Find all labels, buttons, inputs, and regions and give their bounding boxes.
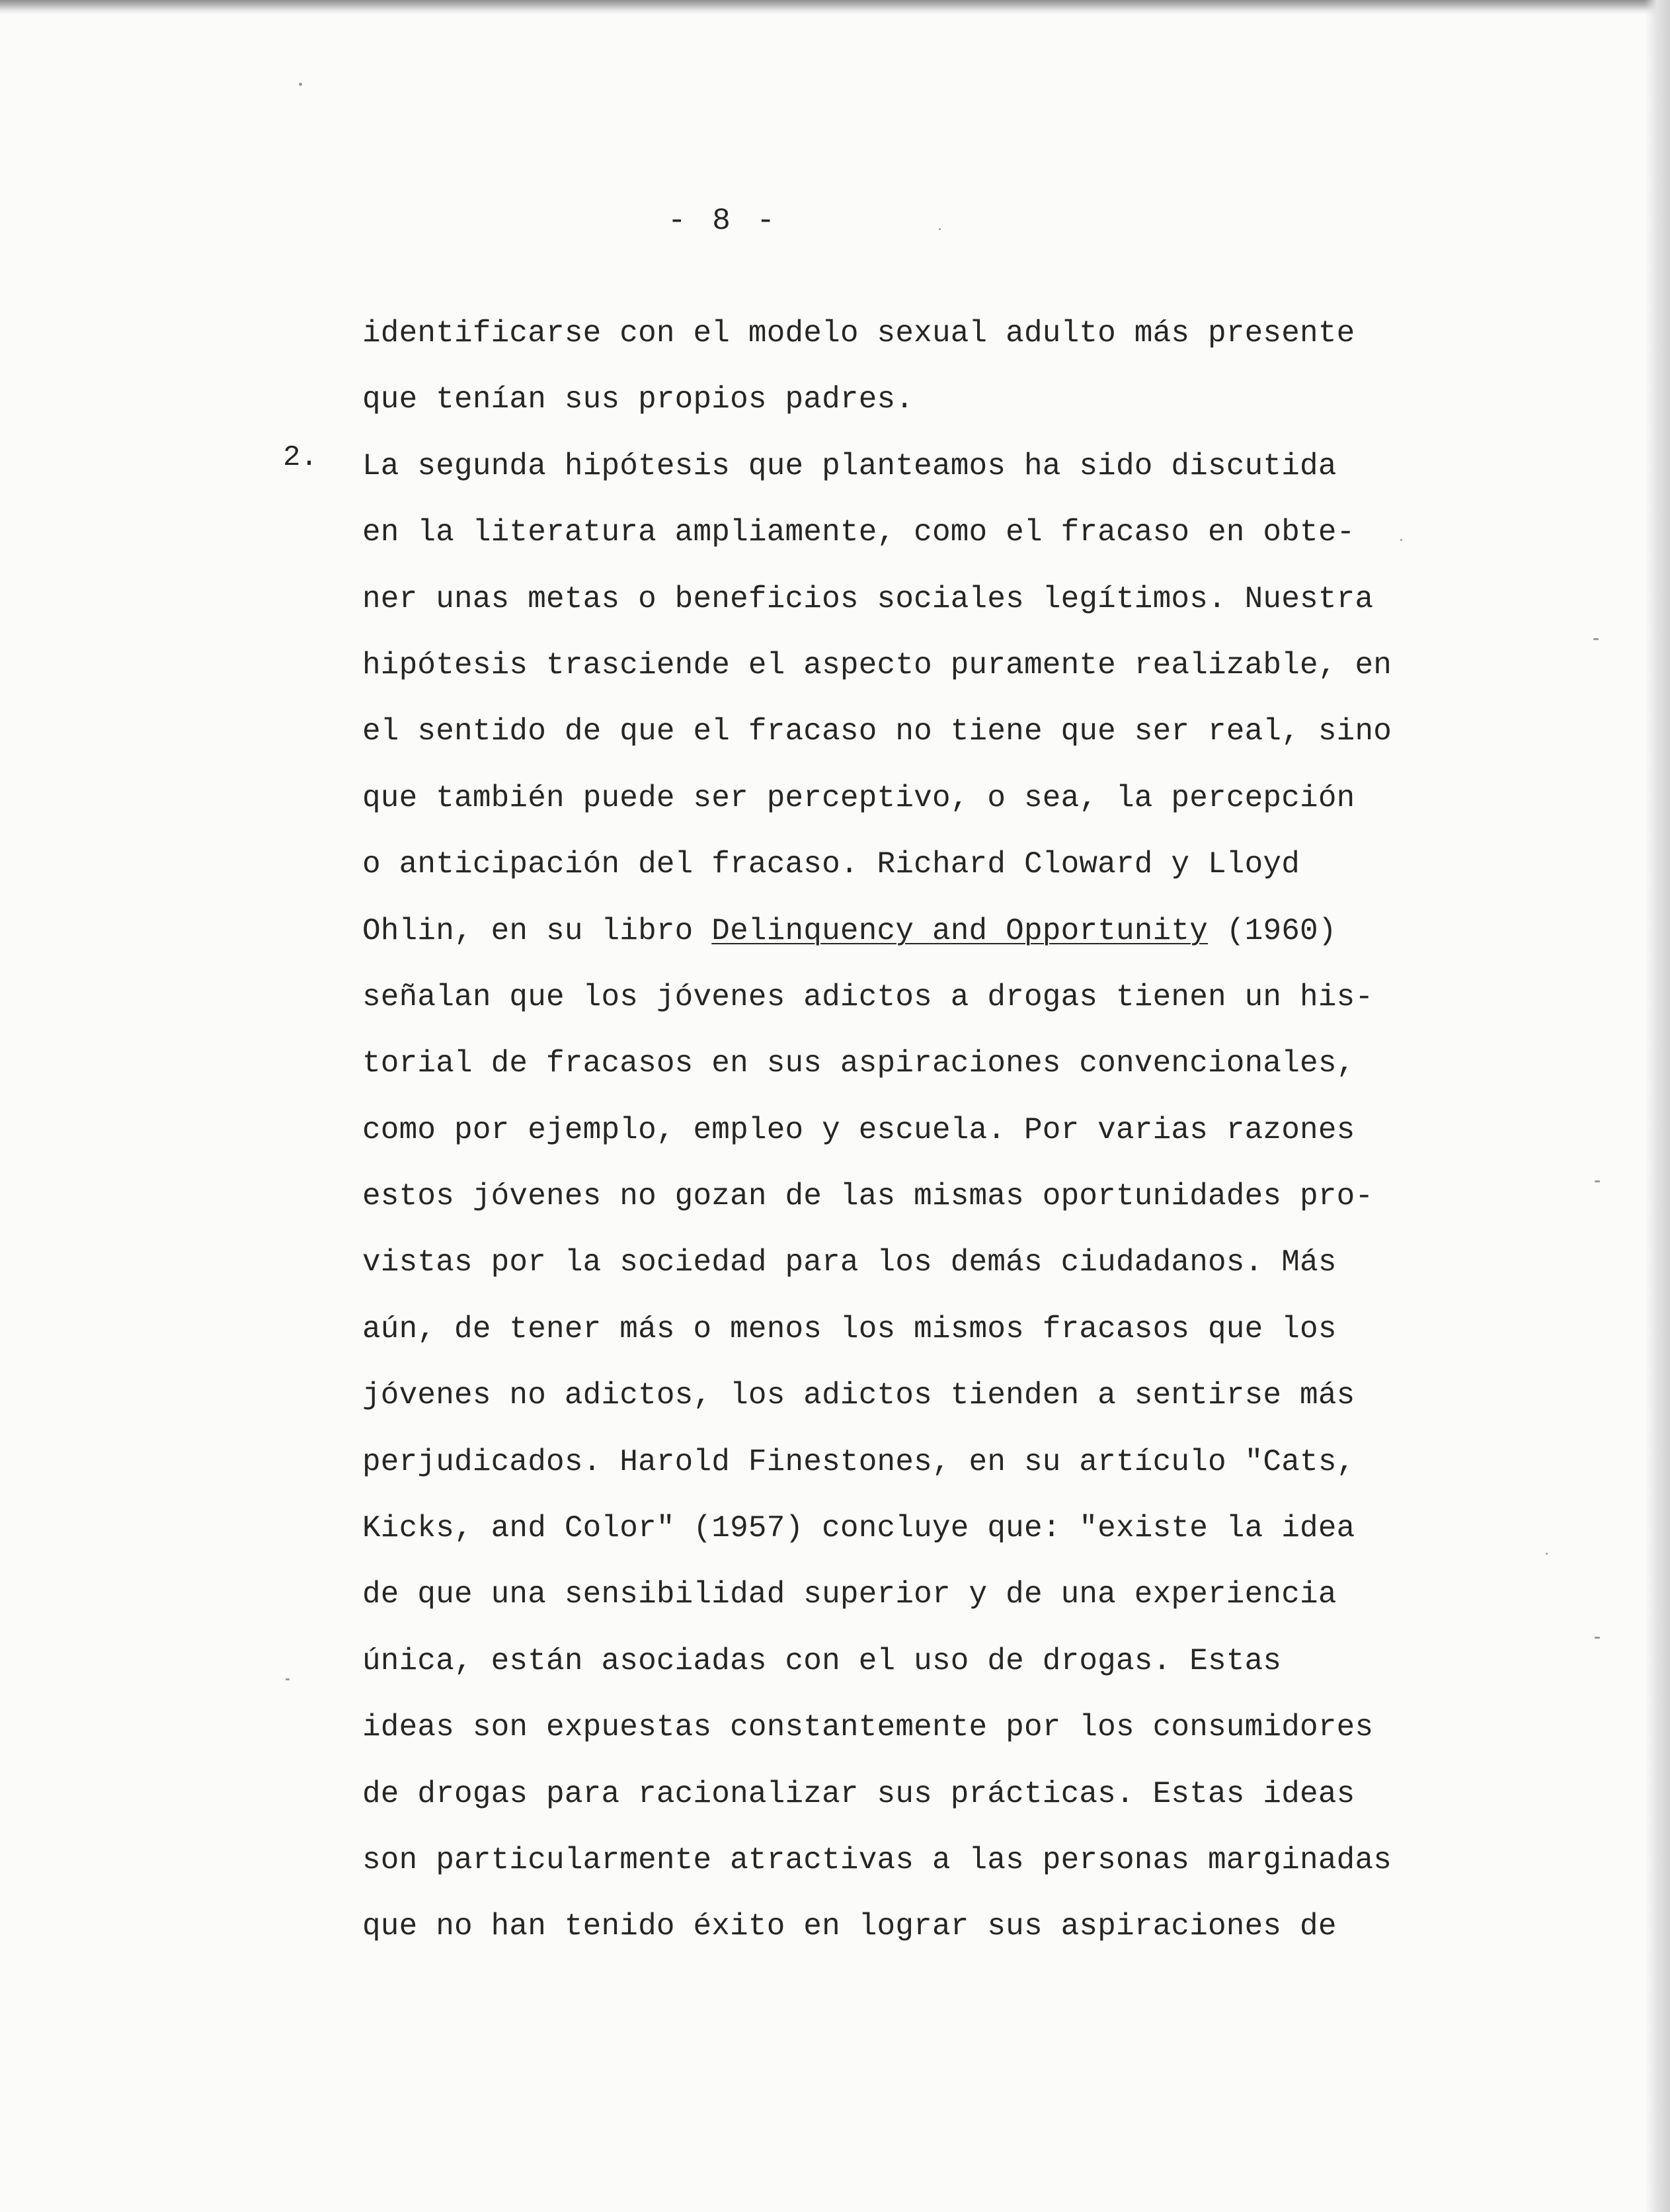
text-line: de que una sensibilidad superior y de una experiencia	[362, 1577, 1337, 1612]
scan-speck	[286, 1678, 290, 1680]
text-line: torial de fracasos en sus aspiraciones convencionales,	[362, 1046, 1355, 1081]
text-line: ideas son expuestas constantemente por los consumidores	[362, 1710, 1374, 1745]
text-line-with-book-title	[362, 911, 1380, 977]
text-line: que también puede ser perceptivo, o sea, la percepción	[362, 780, 1355, 815]
text-line: identificarse con el modelo sexual adulto más presente	[362, 316, 1355, 350]
text-line: perjudicados. Harold Finestones, en su artículo "Cats,	[362, 1444, 1355, 1479]
scan-speck	[1593, 638, 1599, 640]
scan-top-edge	[0, 0, 1670, 15]
scan-speck	[1546, 1553, 1548, 1555]
scan-speck	[299, 83, 302, 86]
text-line: hipótesis trasciende el aspecto puramente realizable, en	[362, 647, 1392, 682]
text-line: estos jóvenes no gozan de las mismas oportunidades pro-	[362, 1179, 1374, 1214]
text-line: que no han tenido éxito en lograr sus aspiraciones de	[362, 1909, 1337, 1944]
text-line: como por ejemplo, empleo y escuela. Por varias razones	[362, 1112, 1355, 1147]
scan-right-edge	[1645, 0, 1670, 2212]
page-number: - 8 -	[668, 204, 779, 238]
scan-speck	[1595, 1637, 1600, 1639]
text-line: vistas por la sociedad para los demás ciudadanos. Más	[362, 1245, 1337, 1280]
text-line: o anticipación del fracaso. Richard Cloward y Lloyd	[362, 847, 1300, 882]
scan-speck	[939, 228, 941, 230]
text-line: son particularmente atractivas a las personas marginadas	[362, 1842, 1392, 1877]
text-line: jóvenes no adictos, los adictos tienden a sentirse más	[362, 1378, 1355, 1413]
text-line: ner unas metas o beneficios sociales legítimos. Nuestra	[362, 581, 1374, 616]
text-line: el sentido de que el fracaso no tiene que ser real, sino	[362, 714, 1392, 749]
book-title: Delinquency and Opportunity	[711, 913, 1209, 948]
text-line: que tenían sus propios padres.	[362, 382, 914, 417]
scan-speck	[1595, 1180, 1600, 1182]
text-line: aún, de tener más o menos los mismos fracasos que los	[362, 1311, 1337, 1346]
text-segment: (1960)	[1208, 913, 1337, 948]
body-text	[362, 313, 1392, 1973]
scan-speck	[1400, 539, 1402, 541]
text-segment: Ohlin, en su libro	[362, 913, 712, 948]
text-line: Kicks, and Color" (1957) concluye que: "existe la idea	[362, 1511, 1355, 1546]
text-line: de drogas para racionalizar sus prácticas. Estas ideas	[362, 1776, 1355, 1811]
list-marker: 2.	[283, 441, 318, 474]
text-line: La segunda hipótesis que planteamos ha sido discutida	[362, 448, 1337, 483]
text-line: señalan que los jóvenes adictos a drogas tienen un his-	[362, 979, 1374, 1014]
text-line: única, están asociadas con el uso de drogas. Estas	[362, 1643, 1282, 1678]
text-line: en la literatura ampliamente, como el fracaso en obte-	[362, 515, 1355, 550]
